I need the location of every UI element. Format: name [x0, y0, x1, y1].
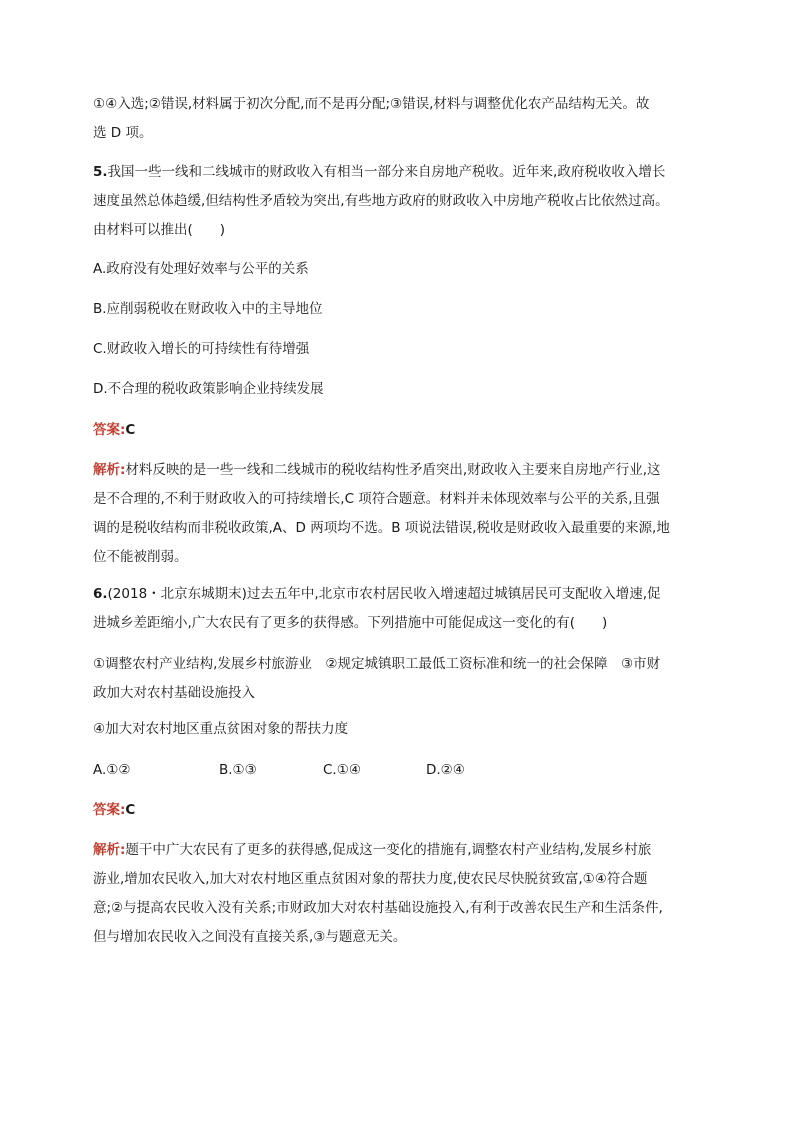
question-text: (2018・北京东城期末)过去五年中,北京市农村居民收入增速超过城镇居民可支配收入增速,促: [107, 586, 661, 602]
analysis-label: 解析:: [93, 462, 126, 478]
question-6-items: [93, 650, 723, 708]
answer-line: [93, 796, 723, 825]
question-stem-line: [93, 158, 723, 187]
analysis-line: 是不合理的,不利于财政收入的可持续增长,C 项符合题意。材料并未体现效率与公平的关系,且强: [93, 491, 660, 507]
option-text: C.财政收入增长的可持续性有待增强: [93, 341, 310, 357]
answer-label: 答案:: [93, 422, 126, 438]
question-stem-line: [93, 580, 723, 609]
question-number: 5.: [93, 164, 108, 180]
option-c: C.①④: [323, 762, 361, 778]
question-number: 6.: [93, 586, 108, 602]
question-5-option-c: [93, 335, 723, 364]
analysis-line: 但与增加农民收入之间没有直接关系,③与题意无关。: [93, 929, 407, 945]
question-stem-line: 速度虽然总体趋缓,但结构性矛盾较为突出,有些地方政府的财政收入中房地产税收占比依然过高。: [93, 193, 669, 209]
analysis-text: 材料反映的是一些一线和二线城市的税收结构性矛盾突出,财政收入主要来自房地产行业,这: [125, 462, 661, 478]
question-5-option-d: [93, 375, 723, 404]
analysis-line: [93, 456, 723, 485]
analysis-line: 位不能被削弱。: [93, 549, 188, 565]
answer-label: 答案:: [93, 802, 126, 818]
question-text: 我国一些一线和二线城市的财政收入有相当一部分来自房地产税收。近年来,政府税收收入增长: [107, 164, 666, 180]
question-6-stem: [93, 580, 723, 638]
analysis-line: 意;②与提高农民收入没有关系;市财政加大对农村基础设施投入,有利于改善农民生产和生活条件,: [93, 900, 663, 916]
question-6-answer: [93, 796, 723, 825]
item-line: 政加大对农村基础设施投入: [93, 685, 255, 701]
analysis-line: 调的是税收结构而非税收政策,A、D 两项均不选。B 项说法错误,税收是财政收入最重要的来源,地: [93, 520, 670, 536]
question-6-analysis: [93, 836, 723, 952]
answer-value: C: [125, 802, 136, 818]
analysis-text: 题干中广大农民有了更多的获得感,促成这一变化的措施有,调整农村产业结构,发展乡村旅: [125, 842, 652, 858]
answer-value: C: [125, 422, 136, 438]
option-text: D.不合理的税收政策影响企业持续发展: [93, 381, 324, 397]
analysis-line: [93, 836, 723, 865]
question-5-answer: [93, 416, 723, 445]
question-5-analysis: [93, 456, 723, 572]
option-d: D.②④: [426, 762, 465, 778]
text-line: ①④入选;②错误,材料属于初次分配,而不是再分配;③错误,材料与调整优化农产品结构无关。故: [93, 96, 650, 112]
analysis-line: 游业,增加农民收入,加大对农村地区重点贫困对象的帮扶力度,使农民尽快脱贫致富,①④符合题: [93, 871, 648, 887]
item-line: ①调整农村产业结构,发展乡村旅游业 ②规定城镇职工最低工资标准和统一的社会保障 ③市财: [93, 656, 661, 672]
question-5-option-b: [93, 295, 723, 324]
question-5-stem: [93, 158, 723, 245]
question-stem-line: 进城乡差距缩小,广大农民有了更多的获得感。下列措施中可能促成这一变化的有( ): [93, 615, 608, 631]
item-line: ④加大对农村地区重点贫困对象的帮扶力度: [93, 721, 349, 737]
option-text: B.应削弱税收在财政收入中的主导地位: [93, 301, 323, 317]
option-text: A.政府没有处理好效率与公平的关系: [93, 261, 309, 277]
option-a: A.①②: [93, 762, 131, 778]
answer-line: [93, 416, 723, 445]
previous-explanation: [93, 90, 723, 148]
question-6-options: [93, 756, 723, 785]
text-line: 选 D 项。: [93, 125, 153, 141]
analysis-label: 解析:: [93, 842, 126, 858]
question-5-option-a: [93, 255, 723, 284]
question-stem-line: 由材料可以推出( ): [93, 222, 226, 238]
option-b: B.①③: [219, 762, 257, 778]
question-6-item-4: [93, 715, 723, 744]
